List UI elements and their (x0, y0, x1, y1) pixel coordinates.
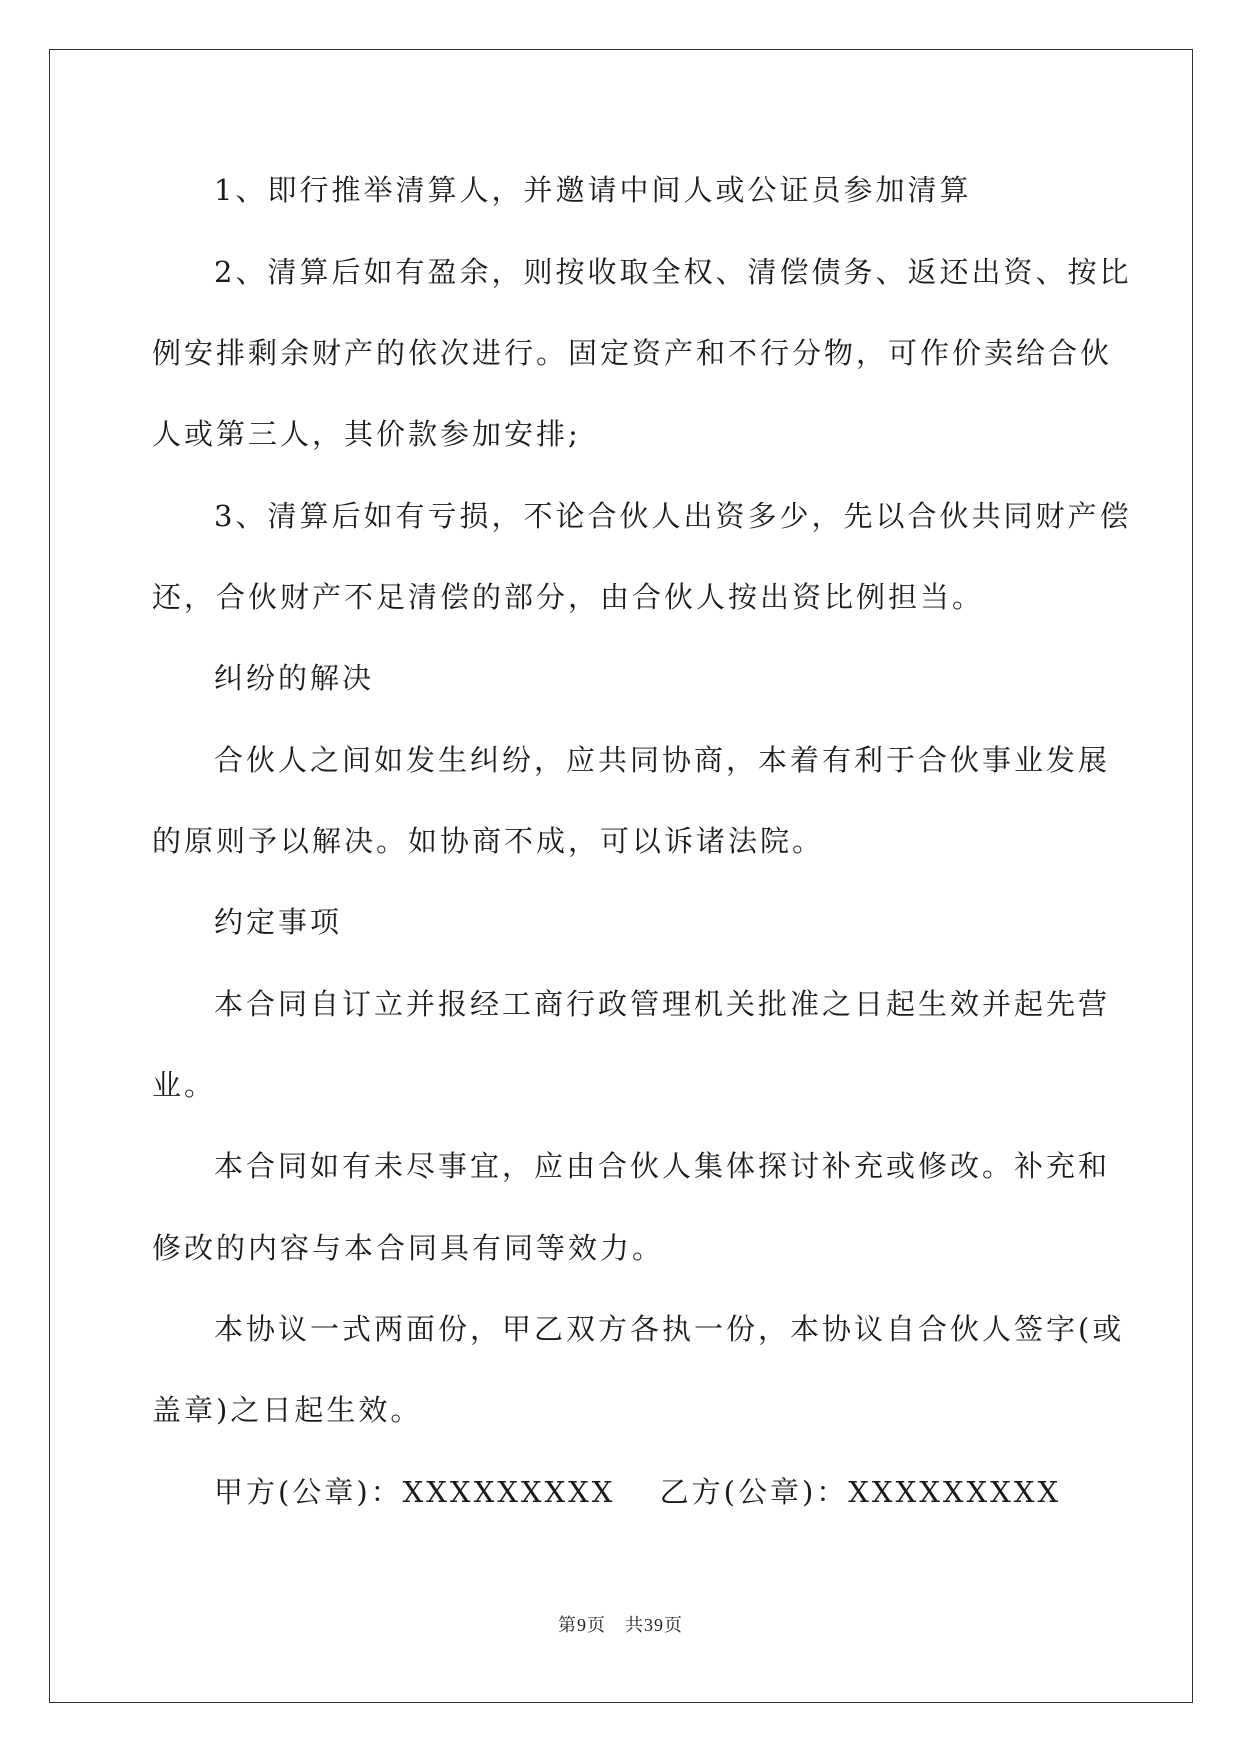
clause-3-line-2: 还，合伙财产不足清偿的部分，由合伙人按出资比例担当。 (152, 580, 985, 614)
dispute-line-1: 合伙人之间如发生纠纷，应共同协商，本着有利于合伙事业发展 (214, 743, 1111, 777)
clause-2-line-1: 2、清算后如有盈余，则按收取全权、清偿债务、返还出资、按比 (214, 255, 1132, 289)
page-border (49, 49, 1193, 1703)
signature-line: 甲方(公章)：XXXXXXXXX 乙方(公章)：XXXXXXXXX (214, 1475, 1062, 1509)
effect-line-1: 本协议一式两面份，甲乙双方各执一份，本协议自合伙人签字(或 (214, 1312, 1125, 1346)
effect-line-2: 盖章)之日起生效。 (152, 1393, 423, 1427)
section-heading-agreed-matters: 约定事项 (214, 905, 343, 939)
clause-2-line-2: 例安排剩余财产的依次进行。固定资产和不行分物，可作价卖给合伙 (152, 336, 1113, 370)
agreed-matters-line-1: 本合同自订立并报经工商行政管理机关批准之日起生效并起先营 (214, 987, 1111, 1021)
section-heading-dispute: 纠纷的解决 (214, 661, 375, 695)
agreed-matters-line-2: 业。 (152, 1068, 217, 1102)
page-number-footer: 第9页 共39页 (558, 1615, 683, 1635)
supplement-line-2: 修改的内容与本合同具有同等效力。 (152, 1231, 665, 1265)
supplement-line-1: 本合同如有未尽事宜，应由合伙人集体探讨补充或修改。补充和 (214, 1149, 1111, 1183)
clause-2-line-3: 人或第三人，其价款参加安排; (152, 417, 581, 451)
clause-3-line-1: 3、清算后如有亏损，不论合伙人出资多少，先以合伙共同财产偿 (214, 499, 1132, 533)
clause-1-line: 1、即行推举清算人，并邀请中间人或公证员参加清算 (214, 173, 972, 207)
dispute-line-2: 的原则予以解决。如协商不成，可以诉诸法院。 (152, 824, 825, 858)
